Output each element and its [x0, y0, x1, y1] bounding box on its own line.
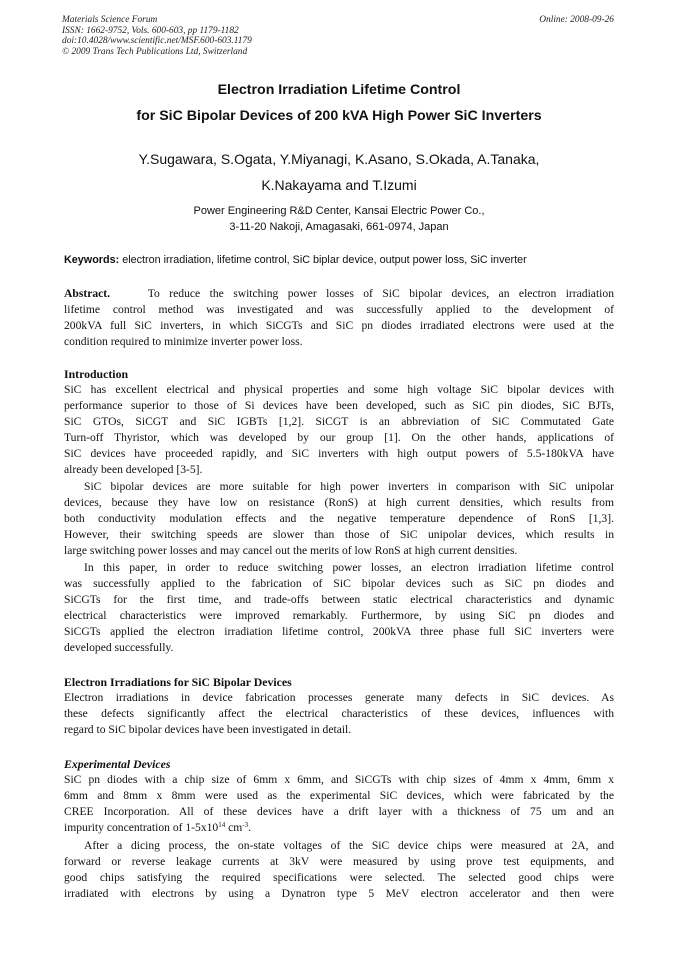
online-date: Online: 2008-09-26 [539, 15, 614, 25]
doi-line: doi:10.4028/www.scientific.net/MSF.600-603.1179 [62, 36, 252, 47]
body-line: 6mm and 8mm x 8mm were used as the experimental SiC devices, which were fabricated by the [64, 789, 614, 802]
body-line: forward or reverse leakage currents at 3kV were measured by using prove test equipments, and [64, 855, 614, 868]
body-line: SiCGTs applied the electron irradiation lifetime control, 200kVA three phase full SiC inverters were [64, 625, 614, 638]
body-line: SiC GTOs, SiCGT and SiC IGBTs [1,2]. SiCGT is an abbreviation of SiC Commutated Gate [64, 415, 614, 428]
journal-header [62, 15, 252, 57]
paper-title-line-2: for SiC Bipolar Devices of 200 kVA High Power SiC Inverters [136, 108, 542, 124]
body-line: SiC pn diodes with a chip size of 6mm x 6mm, and SiCGTs with chip sizes of 4mm x 4mm, 6mm x [64, 773, 614, 786]
abstract-line: condition required to minimize inverter power loss. [64, 335, 303, 348]
keywords-text: electron irradiation, lifetime control, SiC biplar device, output power loss, SiC inverter [122, 254, 527, 266]
keywords-label: Keywords: [64, 254, 120, 266]
paper-title-line-1: Electron Irradiation Lifetime Control [217, 82, 461, 98]
journal-name: Materials Science Forum [62, 15, 158, 25]
body-line: Turn-off Thyristor, which was developed by our group [1]. On the other hands, applications of [64, 431, 614, 444]
body-line: However, their switching speeds are slower than those of SiC unipolar devices, which results in [64, 528, 614, 541]
body-line: Electron irradiations in device fabrication processes generate many defects in SiC devices. As [64, 691, 614, 704]
subsection-heading-experimental: Experimental Devices [64, 757, 171, 771]
abstract-label: Abstract. [64, 287, 111, 300]
body-line: already been developed [3-5]. [64, 463, 203, 476]
body-line: was successfully applied to the fabrication of SiC bipolar devices such as SiC pn diodes and [64, 577, 614, 590]
body-line: SiCGTs for the first time, and trade-offs between static electrical characteristics and dynamic [64, 593, 614, 606]
abstract-line: 200kVA full SiC inverters, in which SiCGTs and SiC pn diodes irradiated electrons were used at the [64, 319, 614, 332]
body-line: electrical characteristics were improved remarkably. Furthermore, by using SiC pn diodes and [64, 609, 614, 622]
body-line: CREE Incorporation. All of these devices have a drift layer with a thickness of 75 um and an [64, 805, 614, 818]
body-line: regard to SiC bipolar devices have been investigated in detail. [64, 723, 352, 736]
impurity-unit: cm [225, 821, 243, 834]
impurity-text: impurity concentration of 1-5x10 [64, 821, 219, 834]
impurity-exponent: 14 [218, 821, 226, 829]
affiliation-line-1: Power Engineering R&D Center, Kansai Electric Power Co., [193, 205, 485, 217]
abstract-text: To reduce the switching power losses of SiC bipolar devices, an electron irradiation [147, 287, 614, 300]
section-heading-irradiations: Electron Irradiations for SiC Bipolar Devices [64, 675, 292, 689]
abstract-line: lifetime control method was investigated and was successfully applied to the development of [64, 303, 614, 316]
body-line: irradiated with electrons by using a Dynatron type 5 MeV electron accelerator and then were [64, 887, 614, 900]
body-line: good chips satisfying the required specifications were selected. The selected good chips were [64, 871, 614, 884]
body-line: devices, because they have low on resistance (RonS) at high current densities, which results from [64, 496, 614, 509]
copyright-line: © 2009 Trans Tech Publications Ltd, Switzerland [62, 46, 248, 57]
authors-line-1: Y.Sugawara, S.Ogata, Y.Miyanagi, K.Asano, S.Okada, A.Tanaka, [138, 151, 540, 167]
section-heading-introduction: Introduction [64, 367, 129, 381]
impurity-end: . [248, 821, 252, 834]
body-line: performance superior to those of Si devices have been developed, such as SiC pin diodes, SiC BJTs, [64, 399, 614, 412]
impurity-unit-exponent: -3 [242, 821, 249, 829]
body-line: these defects significantly affect the electrical characteristics of these devices, influences with [64, 707, 614, 720]
body-line: In this paper, in order to reduce switching power losses, an electron irradiation lifetime control [84, 561, 614, 574]
abstract-line [64, 286, 614, 302]
keywords [64, 254, 616, 266]
body-line: SiC devices have proceeded rapidly, and SiC inverters with high output powers of 5.5-180kVA have [64, 447, 614, 460]
body-line: large switching power losses and may cancel out the merits of low RonS at high current densities. [64, 544, 518, 557]
issn-line: ISSN: 1662-9752, Vols. 600-603, pp 1179-1182 [62, 25, 239, 36]
body-line [64, 820, 614, 836]
body-line: After a dicing process, the on-state voltages of the SiC device chips were measured at 2A, and [84, 839, 614, 852]
body-line: developed successfully. [64, 641, 174, 654]
authors-line-2: K.Nakayama and T.Izumi [261, 177, 417, 193]
affiliation-line-2: 3-11-20 Nakoji, Amagasaki, 661-0974, Japan [229, 221, 449, 233]
body-line: both conductivity modulation effects and the negative temperature dependence of RonS [1,3]. [64, 512, 614, 525]
body-line: SiC has excellent electrical and physical properties and some high voltage SiC bipolar devices with [64, 383, 614, 396]
body-line: SiC bipolar devices are more suitable for high power inverters in comparison with SiC unipolar [84, 480, 614, 493]
